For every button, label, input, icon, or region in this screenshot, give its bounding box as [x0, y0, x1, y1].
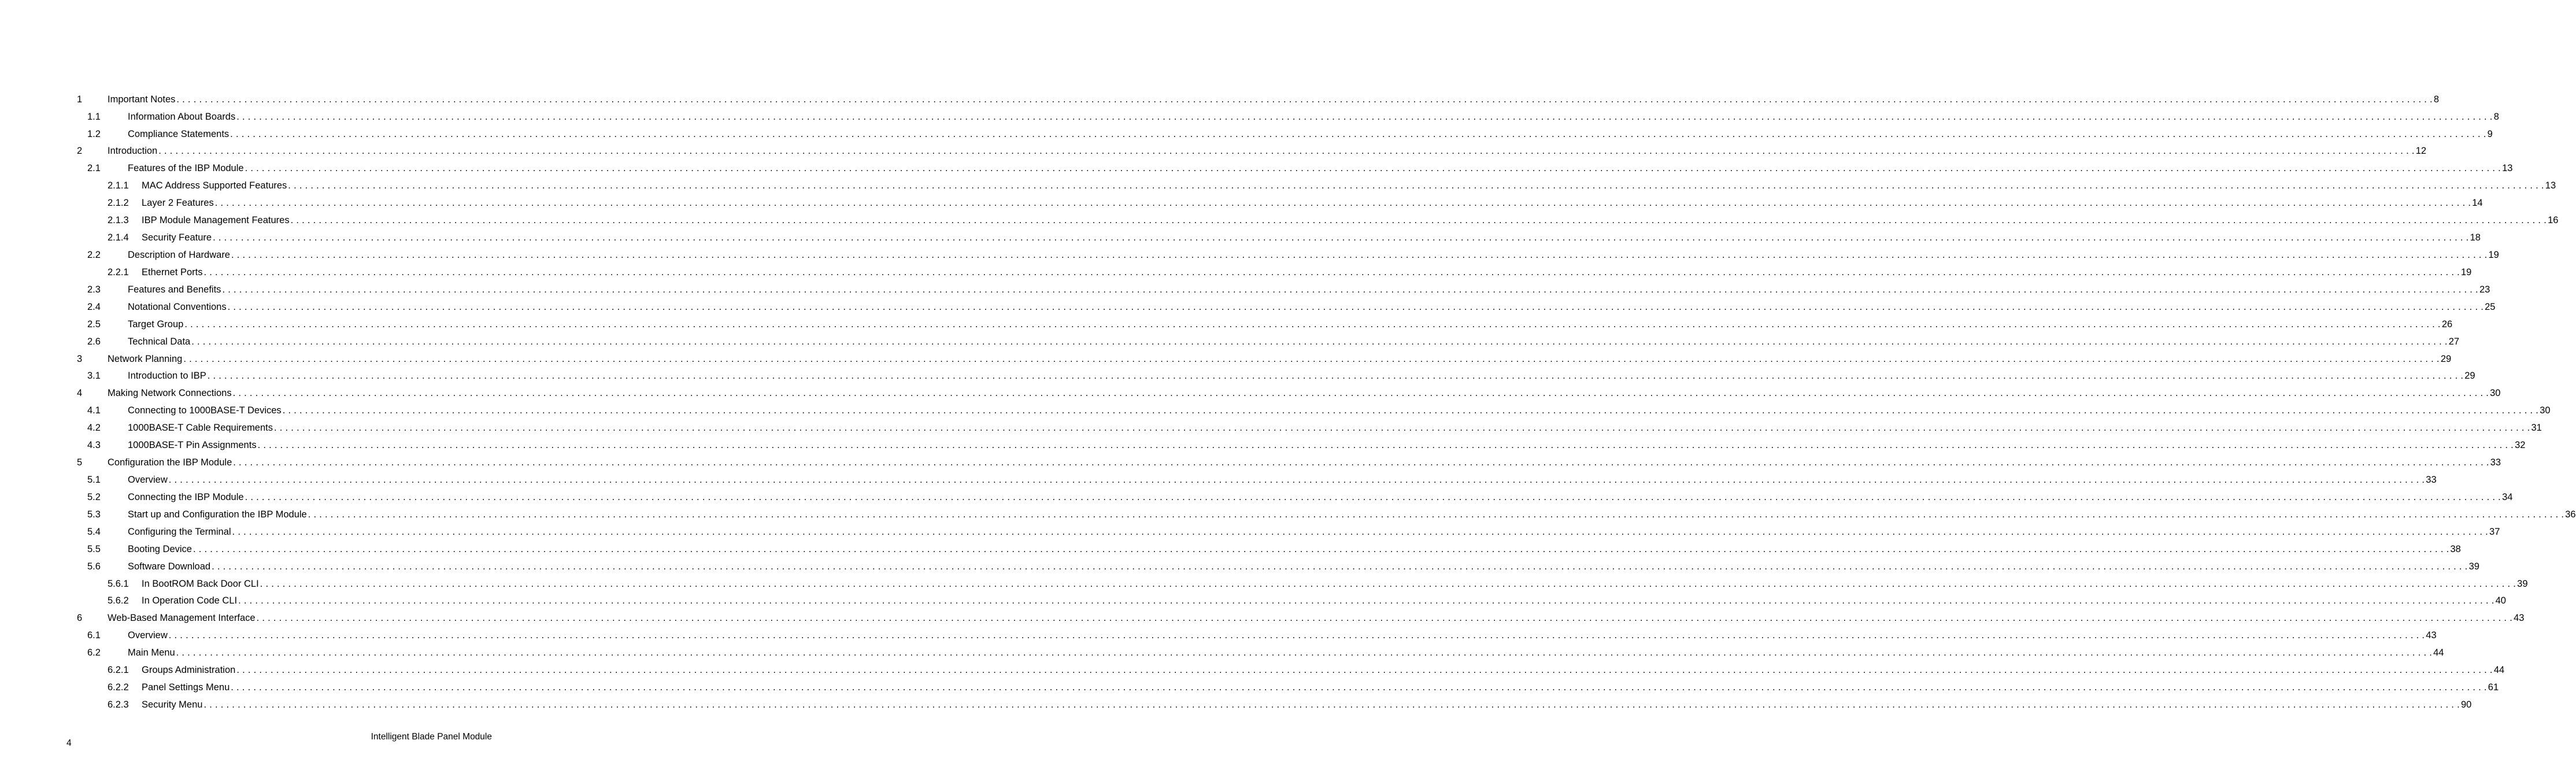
- toc-entry-body: [128, 250, 2499, 260]
- toc-entry-page: 33: [2490, 457, 2501, 468]
- toc-entry-number: 3: [77, 353, 83, 364]
- toc-entry-title: Compliance Statements: [128, 128, 230, 139]
- toc-entry-number: 6: [77, 613, 83, 624]
- toc-entry-number: 1.1: [87, 111, 101, 122]
- toc-entry-title: Information About Boards: [128, 111, 236, 122]
- toc-entry-number: 1: [77, 94, 83, 105]
- toc-entry-page: 40: [2495, 595, 2506, 606]
- toc-entry-body: [142, 578, 2528, 589]
- toc-entry-title: Network Planning: [108, 353, 183, 364]
- toc-entry-number: 5.3: [87, 509, 101, 520]
- toc-entry-number: 2.5: [87, 319, 101, 330]
- toc-entry-page: 19: [2460, 266, 2472, 277]
- toc-entry-page: 13: [2502, 163, 2513, 174]
- toc-entry-number: 5.6: [87, 561, 101, 572]
- toc-dot-leader: . . . . . . . . . . . . . . . . . . . . . . . . . . . . . . . . . . . . . . . . . . . . . . . . . . . . . . . . . . . . . . . . . . . . . . . . . . . . . . . . . . . . . . . . . . . . . . . . . . . . . . . . . . . . . . . . . . . . . . . . . . . . . . . . . . . . . . . . . . . . . . . . . . . . . . . . . . . . . . . . . . . . . . . . . . . . . . . . . . . . . . . . . . . . . . . . . . . . . . . . . . . . . . . . . . . . . . . . . . . . . . . . . . . . . . . . . . . . . . . . . . . . . . . . . . . . . . . . . . . . . . . . . . . . . . . . . . . . . . . . . . . . . . . . . . . . . . . . . . . . . . . . . . . . . . . . . . . . . . . . . . . . . . . . . . . . . . . . . . . . . . . . . . . . . . . . . . . . . . . . . . . . . . . . . . . . . . . . . . . . . . . . . . . . . . . . . . . . . . . .: [168, 474, 2425, 485]
- toc-entry[interactable]: [0, 454, 2501, 471]
- toc-entry[interactable]: [0, 229, 2481, 246]
- toc-entry[interactable]: [0, 368, 2475, 385]
- toc-entry-page: 18: [2470, 232, 2481, 243]
- toc-dot-leader: . . . . . . . . . . . . . . . . . . . . . . . . . . . . . . . . . . . . . . . . . . . . . . . . . . . . . . . . . . . . . . . . . . . . . . . . . . . . . . . . . . . . . . . . . . . . . . . . . . . . . . . . . . . . . . . . . . . . . . . . . . . . . . . . . . . . . . . . . . . . . . . . . . . . . . . . . . . . . . . . . . . . . . . . . . . . . . . . . . . . . . . . . . . . . . . . . . . . . . . . . . . . . . . . . . . . . . . . . . . . . . . . . . . . . . . . . . . . . . . . . . . . . . . . . . . . . . . . . . . . . . . . . . . . . . . . . . . . . . . . . . . . . . . . . . . . . . . . . . . . . . . . . . . . . . . . . . . . . . . . . . . . . . . . . . . . . . . . . . . . . . . . . . . . . . . . . . . . . . . . . . . . . . . . . . . . . . . . . . . . . . . . . . . . . . . . . . . . . . . .: [232, 526, 2489, 537]
- toc-entry[interactable]: [0, 298, 2496, 316]
- toc-dot-leader: . . . . . . . . . . . . . . . . . . . . . . . . . . . . . . . . . . . . . . . . . . . . . . . . . . . . . . . . . . . . . . . . . . . . . . . . . . . . . . . . . . . . . . . . . . . . . . . . . . . . . . . . . . . . . . . . . . . . . . . . . . . . . . . . . . . . . . . . . . . . . . . . . . . . . . . . . . . . . . . . . . . . . . . . . . . . . . . . . . . . . . . . . . . . . . . . . . . . . . . . . . . . . . . . . . . . . . . . . . . . . . . . . . . . . . . . . . . . . . . . . . . . . . . . . . . . . . . . . . . . . . . . . . . . . . . . . . . . . . . . . . . . . . . . . . . . . . . . . . . . . . . . . . . . . . . . . . . . . . . . . . . . . . . . . . . . . . . . . . . . . . . . . . . . . . . . . . . . . . . . . . . . . . . . . . . . . . . . . . . . . . . . . . . . . . . . . . . . . . . .: [212, 561, 2468, 572]
- toc-entry-number: 2.1: [87, 163, 101, 174]
- toc-dot-leader: . . . . . . . . . . . . . . . . . . . . . . . . . . . . . . . . . . . . . . . . . . . . . . . . . . . . . . . . . . . . . . . . . . . . . . . . . . . . . . . . . . . . . . . . . . . . . . . . . . . . . . . . . . . . . . . . . . . . . . . . . . . . . . . . . . . . . . . . . . . . . . . . . . . . . . . . . . . . . . . . . . . . . . . . . . . . . . . . . . . . . . . . . . . . . . . . . . . . . . . . . . . . . . . . . . . . . . . . . . . . . . . . . . . . . . . . . . . . . . . . . . . . . . . . . . . . . . . . . . . . . . . . . . . . . . . . . . . . . . . . . . . . . . . . . . . . . . . . . . . . . . . . . . . . . . . . . . . . . . . . . . . . . . . . . . . . . . . . . . . . . . . . . . . . . . . . . . . . . . . . . . . . . . . . . . . . . . . . . . . . . . . . . . . . . . . . . . . . . . . .: [232, 388, 2489, 399]
- toc-entry-number: 2.1.1: [108, 180, 129, 191]
- toc-entry-number: 6.2.3: [108, 699, 129, 710]
- toc-entry-title: Booting Device: [128, 543, 192, 554]
- toc-dot-leader: . . . . . . . . . . . . . . . . . . . . . . . . . . . . . . . . . . . . . . . . . . . . . . . . . . . . . . . . . . . . . . . . . . . . . . . . . . . . . . . . . . . . . . . . . . . . . . . . . . . . . . . . . . . . . . . . . . . . . . . . . . . . . . . . . . . . . . . . . . . . . . . . . . . . . . . . . . . . . . . . . . . . . . . . . . . . . . . . . . . . . . . . . . . . . . . . . . . . . . . . . . . . . . . . . . . . . . . . . . . . . . . . . . . . . . . . . . . . . . . . . . . . . . . . . . . . . . . . . . . . . . . . . . . . . . . . . . . . . . . . . . . . . . . . . . . . . . . . . . . . . . . . . . . . . . . . . . . . . . . . . . . . . . . . . . . . . . . . . . . . . . . . . . . . . . . . . . . . . . . . . . . . . . . . . . . . . . . . . . . . . . . . . . . . . . . . . . . . . . . .: [288, 180, 2544, 191]
- toc-entry-body: [128, 647, 2444, 658]
- toc-entry-number: 6.1: [87, 630, 101, 641]
- toc-entry-number: 5.4: [87, 526, 101, 537]
- toc-entry-page: 38: [2450, 543, 2461, 554]
- toc-entry-number: 5.2: [87, 491, 101, 502]
- toc-entry-body: [142, 215, 2559, 226]
- toc-entry-body: [128, 405, 2551, 416]
- toc-dot-leader: . . . . . . . . . . . . . . . . . . . . . . . . . . . . . . . . . . . . . . . . . . . . . . . . . . . . . . . . . . . . . . . . . . . . . . . . . . . . . . . . . . . . . . . . . . . . . . . . . . . . . . . . . . . . . . . . . . . . . . . . . . . . . . . . . . . . . . . . . . . . . . . . . . . . . . . . . . . . . . . . . . . . . . . . . . . . . . . . . . . . . . . . . . . . . . . . . . . . . . . . . . . . . . . . . . . . . . . . . . . . . . . . . . . . . . . . . . . . . . . . . . . . . . . . . . . . . . . . . . . . . . . . . . . . . . . . . . . . . . . . . . . . . . . . . . . . . . . . . . . . . . . . . . . . . . . . . . . . . . . . . . . . . . . . . . . . . . . . . . . . . . . . . . . . . . . . . . . . . . . . . . . . . . . . . . . . . . . . . . . . . . . . . . . . . . . . . . . . . . . .: [257, 440, 2514, 451]
- toc-dot-leader: . . . . . . . . . . . . . . . . . . . . . . . . . . . . . . . . . . . . . . . . . . . . . . . . . . . . . . . . . . . . . . . . . . . . . . . . . . . . . . . . . . . . . . . . . . . . . . . . . . . . . . . . . . . . . . . . . . . . . . . . . . . . . . . . . . . . . . . . . . . . . . . . . . . . . . . . . . . . . . . . . . . . . . . . . . . . . . . . . . . . . . . . . . . . . . . . . . . . . . . . . . . . . . . . . . . . . . . . . . . . . . . . . . . . . . . . . . . . . . . . . . . . . . . . . . . . . . . . . . . . . . . . . . . . . . . . . . . . . . . . . . . . . . . . . . . . . . . . . . . . . . . . . . . . . . . . . . . . . . . . . . . . . . . . . . . . . . . . . . . . . . . . . . . . . . . . . . . . . . . . . . . . . . . . . . . . . . . . . . . . . . . . . . . . . . . . . . . . . . . .: [230, 128, 2486, 139]
- toc-entry-title: 1000BASE-T Cable Requirements: [128, 423, 273, 434]
- toc-dot-leader: . . . . . . . . . . . . . . . . . . . . . . . . . . . . . . . . . . . . . . . . . . . . . . . . . . . . . . . . . . . . . . . . . . . . . . . . . . . . . . . . . . . . . . . . . . . . . . . . . . . . . . . . . . . . . . . . . . . . . . . . . . . . . . . . . . . . . . . . . . . . . . . . . . . . . . . . . . . . . . . . . . . . . . . . . . . . . . . . . . . . . . . . . . . . . . . . . . . . . . . . . . . . . . . . . . . . . . . . . . . . . . . . . . . . . . . . . . . . . . . . . . . . . . . . . . . . . . . . . . . . . . . . . . . . . . . . . . . . . . . . . . . . . . . . . . . . . . . . . . . . . . . . . . . . . . . . . . . . . . . . . . . . . . . . . . . . . . . . . . . . . . . . . . . . . . . . . . . . . . . . . . . . . . . . . . . . . . . . . . . . . . . . . . . . . . . . . . . . . . . .: [184, 319, 2441, 330]
- toc-entry[interactable]: [0, 316, 2453, 333]
- toc-entry-title: Features of the IBP Module: [128, 163, 244, 174]
- toc-entry-body: [142, 595, 2506, 606]
- toc-dot-leader: . . . . . . . . . . . . . . . . . . . . . . . . . . . . . . . . . . . . . . . . . . . . . . . . . . . . . . . . . . . . . . . . . . . . . . . . . . . . . . . . . . . . . . . . . . . . . . . . . . . . . . . . . . . . . . . . . . . . . . . . . . . . . . . . . . . . . . . . . . . . . . . . . . . . . . . . . . . . . . . . . . . . . . . . . . . . . . . . . . . . . . . . . . . . . . . . . . . . . . . . . . . . . . . . . . . . . . . . . . . . . . . . . . . . . . . . . . . . . . . . . . . . . . . . . . . . . . . . . . . . . . . . . . . . . . . . . . . . . . . . . . . . . . . . . . . . . . . . . . . . . . . . . . . . . . . . . . . . . . . . . . . . . . . . . . . . . . . . . . . . . . . . . . . . . . . . . . . . . . . . . . . . . . . . . . . . . . . . . . . . . . . . . . . . . . . . . . . . . . . .: [236, 111, 2493, 122]
- toc-entry-title: Important Notes: [108, 94, 176, 105]
- toc-entry-body: [128, 301, 2496, 312]
- toc-entry-body: [142, 180, 2556, 191]
- toc-entry-title: Technical Data: [128, 336, 191, 347]
- toc-entry-number: 2.2.1: [108, 266, 129, 277]
- toc-entry-page: 8: [2433, 94, 2440, 105]
- toc-entry-number: 5.5: [87, 543, 101, 554]
- toc-entry-title: Notational Conventions: [128, 301, 227, 312]
- toc-entry-page: 29: [2440, 353, 2452, 364]
- toc-entry-page: 23: [2479, 284, 2490, 295]
- toc-dot-leader: . . . . . . . . . . . . . . . . . . . . . . . . . . . . . . . . . . . . . . . . . . . . . . . . . . . . . . . . . . . . . . . . . . . . . . . . . . . . . . . . . . . . . . . . . . . . . . . . . . . . . . . . . . . . . . . . . . . . . . . . . . . . . . . . . . . . . . . . . . . . . . . . . . . . . . . . . . . . . . . . . . . . . . . . . . . . . . . . . . . . . . . . . . . . . . . . . . . . . . . . . . . . . . . . . . . . . . . . . . . . . . . . . . . . . . . . . . . . . . . . . . . . . . . . . . . . . . . . . . . . . . . . . . . . . . . . . . . . . . . . . . . . . . . . . . . . . . . . . . . . . . . . . . . . . . . . . . . . . . . . . . . . . . . . . . . . . . . . . . . . . . . . . . . . . . . . . . . . . . . . . . . . . . . . . . . . . . . . . . . . . . . . . . . . . . . . . . . . . . . .: [203, 266, 2460, 277]
- toc-entry-number: 2: [77, 146, 83, 157]
- toc-entry[interactable]: [0, 558, 2479, 575]
- toc-entry-title: Making Network Connections: [108, 388, 232, 399]
- toc-entry[interactable]: [0, 471, 2437, 488]
- toc-entry-title: Configuration the IBP Module: [108, 457, 232, 468]
- toc-entry-body: [108, 353, 2452, 364]
- toc-entry-body: [128, 284, 2490, 295]
- toc-entry-body: [128, 111, 2499, 122]
- toc-entry[interactable]: [0, 333, 2460, 350]
- toc-entry-number: 2.6: [87, 336, 101, 347]
- toc-entry-title: Connecting to 1000BASE-T Devices: [128, 405, 282, 416]
- toc-entry[interactable]: [0, 661, 2505, 679]
- toc-entry-page: 39: [2517, 578, 2528, 589]
- toc-entry[interactable]: [0, 160, 2513, 177]
- toc-entry-title: Web-Based Management Interface: [108, 613, 256, 624]
- toc-entry-body: [128, 336, 2460, 347]
- toc-entry-body: [108, 457, 2501, 468]
- toc-entry-title: Introduction to IBP: [128, 371, 206, 382]
- toc-entry-title: In BootROM Back Door CLI: [142, 578, 259, 589]
- toc-entry[interactable]: [0, 645, 2444, 662]
- toc-dot-leader: . . . . . . . . . . . . . . . . . . . . . . . . . . . . . . . . . . . . . . . . . . . . . . . . . . . . . . . . . . . . . . . . . . . . . . . . . . . . . . . . . . . . . . . . . . . . . . . . . . . . . . . . . . . . . . . . . . . . . . . . . . . . . . . . . . . . . . . . . . . . . . . . . . . . . . . . . . . . . . . . . . . . . . . . . . . . . . . . . . . . . . . . . . . . . . . . . . . . . . . . . . . . . . . . . . . . . . . . . . . . . . . . . . . . . . . . . . . . . . . . . . . . . . . . . . . . . . . . . . . . . . . . . . . . . . . . . . . . . . . . . . . . . . . . . . . . . . . . . . . . . . . . . . . . . . . . . . . . . . . . . . . . . . . . . . . . . . . . . . . . . . . . . . . . . . . . . . . . . . . . . . . . . . . . . . . . . . . . . . . . . . . . . . . . . . . . . . . . . . . .: [168, 630, 2425, 641]
- toc-entry-number: 4.2: [87, 423, 101, 434]
- toc-entry-body: [142, 699, 2472, 710]
- toc-entry-page: 27: [2448, 336, 2460, 347]
- toc-entry-page: 8: [2493, 111, 2499, 122]
- toc-dot-leader: . . . . . . . . . . . . . . . . . . . . . . . . . . . . . . . . . . . . . . . . . . . . . . . . . . . . . . . . . . . . . . . . . . . . . . . . . . . . . . . . . . . . . . . . . . . . . . . . . . . . . . . . . . . . . . . . . . . . . . . . . . . . . . . . . . . . . . . . . . . . . . . . . . . . . . . . . . . . . . . . . . . . . . . . . . . . . . . . . . . . . . . . . . . . . . . . . . . . . . . . . . . . . . . . . . . . . . . . . . . . . . . . . . . . . . . . . . . . . . . . . . . . . . . . . . . . . . . . . . . . . . . . . . . . . . . . . . . . . . . . . . . . . . . . . . . . . . . . . . . . . . . . . . . . . . . . . . . . . . . . . . . . . . . . . . . . . . . . . . . . . . . . . . . . . . . . . . . . . . . . . . . . . . . . . . . . . . . . . . . . . . . . . . . . . . . . . . . . . . . .: [308, 509, 2564, 520]
- toc-entry-page: 37: [2489, 526, 2500, 537]
- toc-dot-leader: . . . . . . . . . . . . . . . . . . . . . . . . . . . . . . . . . . . . . . . . . . . . . . . . . . . . . . . . . . . . . . . . . . . . . . . . . . . . . . . . . . . . . . . . . . . . . . . . . . . . . . . . . . . . . . . . . . . . . . . . . . . . . . . . . . . . . . . . . . . . . . . . . . . . . . . . . . . . . . . . . . . . . . . . . . . . . . . . . . . . . . . . . . . . . . . . . . . . . . . . . . . . . . . . . . . . . . . . . . . . . . . . . . . . . . . . . . . . . . . . . . . . . . . . . . . . . . . . . . . . . . . . . . . . . . . . . . . . . . . . . . . . . . . . . . . . . . . . . . . . . . . . . . . . . . . . . . . . . . . . . . . . . . . . . . . . . . . . . . . . . . . . . . . . . . . . . . . . . . . . . . . . . . . . . . . . . . . . . . . . . . . . . . . . . . . . . . . . . . . .: [274, 423, 2530, 434]
- toc-entry-page: 32: [2515, 440, 2526, 451]
- toc-entry[interactable]: [0, 195, 2483, 212]
- toc-entry-page: 44: [2493, 665, 2505, 676]
- toc-dot-leader: . . . . . . . . . . . . . . . . . . . . . . . . . . . . . . . . . . . . . . . . . . . . . . . . . . . . . . . . . . . . . . . . . . . . . . . . . . . . . . . . . . . . . . . . . . . . . . . . . . . . . . . . . . . . . . . . . . . . . . . . . . . . . . . . . . . . . . . . . . . . . . . . . . . . . . . . . . . . . . . . . . . . . . . . . . . . . . . . . . . . . . . . . . . . . . . . . . . . . . . . . . . . . . . . . . . . . . . . . . . . . . . . . . . . . . . . . . . . . . . . . . . . . . . . . . . . . . . . . . . . . . . . . . . . . . . . . . . . . . . . . . . . . . . . . . . . . . . . . . . . . . . . . . . . . . . . . . . . . . . . . . . . . . . . . . . . . . . . . . . . . . . . . . . . . . . . . . . . . . . . . . . . . . . . . . . . . . . . . . . . . . . . . . . . . . . . . . . . . . . .: [231, 250, 2488, 260]
- toc-entry-body: [142, 198, 2483, 209]
- toc-entry[interactable]: [0, 177, 2556, 195]
- toc-entry-number: 2.4: [87, 301, 101, 312]
- toc-entry-title: Target Group: [128, 319, 184, 330]
- toc-entry[interactable]: [0, 246, 2499, 264]
- toc-entry-page: 25: [2485, 301, 2496, 312]
- toc-dot-leader: . . . . . . . . . . . . . . . . . . . . . . . . . . . . . . . . . . . . . . . . . . . . . . . . . . . . . . . . . . . . . . . . . . . . . . . . . . . . . . . . . . . . . . . . . . . . . . . . . . . . . . . . . . . . . . . . . . . . . . . . . . . . . . . . . . . . . . . . . . . . . . . . . . . . . . . . . . . . . . . . . . . . . . . . . . . . . . . . . . . . . . . . . . . . . . . . . . . . . . . . . . . . . . . . . . . . . . . . . . . . . . . . . . . . . . . . . . . . . . . . . . . . . . . . . . . . . . . . . . . . . . . . . . . . . . . . . . . . . . . . . . . . . . . . . . . . . . . . . . . . . . . . . . . . . . . . . . . . . . . . . . . . . . . . . . . . . . . . . . . . . . . . . . . . . . . . . . . . . . . . . . . . . . . . . . . . . . . . . . . . . . . . . . . . . . . . . . . . . . . .: [203, 699, 2460, 710]
- toc-entry-number: 3.1: [87, 371, 101, 382]
- toc-dot-leader: . . . . . . . . . . . . . . . . . . . . . . . . . . . . . . . . . . . . . . . . . . . . . . . . . . . . . . . . . . . . . . . . . . . . . . . . . . . . . . . . . . . . . . . . . . . . . . . . . . . . . . . . . . . . . . . . . . . . . . . . . . . . . . . . . . . . . . . . . . . . . . . . . . . . . . . . . . . . . . . . . . . . . . . . . . . . . . . . . . . . . . . . . . . . . . . . . . . . . . . . . . . . . . . . . . . . . . . . . . . . . . . . . . . . . . . . . . . . . . . . . . . . . . . . . . . . . . . . . . . . . . . . . . . . . . . . . . . . . . . . . . . . . . . . . . . . . . . . . . . . . . . . . . . . . . . . . . . . . . . . . . . . . . . . . . . . . . . . . . . . . . . . . . . . . . . . . . . . . . . . . . . . . . . . . . . . . . . . . . . . . . . . . . . . . . . . . . . . . . . .: [222, 284, 2478, 295]
- toc-entry-number: 5.6.1: [108, 578, 129, 589]
- toc-entry-body: [128, 474, 2437, 485]
- toc-dot-leader: . . . . . . . . . . . . . . . . . . . . . . . . . . . . . . . . . . . . . . . . . . . . . . . . . . . . . . . . . . . . . . . . . . . . . . . . . . . . . . . . . . . . . . . . . . . . . . . . . . . . . . . . . . . . . . . . . . . . . . . . . . . . . . . . . . . . . . . . . . . . . . . . . . . . . . . . . . . . . . . . . . . . . . . . . . . . . . . . . . . . . . . . . . . . . . . . . . . . . . . . . . . . . . . . . . . . . . . . . . . . . . . . . . . . . . . . . . . . . . . . . . . . . . . . . . . . . . . . . . . . . . . . . . . . . . . . . . . . . . . . . . . . . . . . . . . . . . . . . . . . . . . . . . . . . . . . . . . . . . . . . . . . . . . . . . . . . . . . . . . . . . . . . . . . . . . . . . . . . . . . . . . . . . . . . . . . . . . . . . . . . . . . . . . . . . . . . . . . . . . .: [183, 353, 2440, 364]
- toc-entry-number: 1.2: [87, 128, 101, 139]
- toc-dot-leader: . . . . . . . . . . . . . . . . . . . . . . . . . . . . . . . . . . . . . . . . . . . . . . . . . . . . . . . . . . . . . . . . . . . . . . . . . . . . . . . . . . . . . . . . . . . . . . . . . . . . . . . . . . . . . . . . . . . . . . . . . . . . . . . . . . . . . . . . . . . . . . . . . . . . . . . . . . . . . . . . . . . . . . . . . . . . . . . . . . . . . . . . . . . . . . . . . . . . . . . . . . . . . . . . . . . . . . . . . . . . . . . . . . . . . . . . . . . . . . . . . . . . . . . . . . . . . . . . . . . . . . . . . . . . . . . . . . . . . . . . . . . . . . . . . . . . . . . . . . . . . . . . . . . . . . . . . . . . . . . . . . . . . . . . . . . . . . . . . . . . . . . . . . . . . . . . . . . . . . . . . . . . . . . . . . . . . . . . . . . . . . . . . . . . . . . . . . . . . . . .: [213, 232, 2469, 243]
- toc-entry-body: [128, 630, 2437, 641]
- toc-dot-leader: . . . . . . . . . . . . . . . . . . . . . . . . . . . . . . . . . . . . . . . . . . . . . . . . . . . . . . . . . . . . . . . . . . . . . . . . . . . . . . . . . . . . . . . . . . . . . . . . . . . . . . . . . . . . . . . . . . . . . . . . . . . . . . . . . . . . . . . . . . . . . . . . . . . . . . . . . . . . . . . . . . . . . . . . . . . . . . . . . . . . . . . . . . . . . . . . . . . . . . . . . . . . . . . . . . . . . . . . . . . . . . . . . . . . . . . . . . . . . . . . . . . . . . . . . . . . . . . . . . . . . . . . . . . . . . . . . . . . . . . . . . . . . . . . . . . . . . . . . . . . . . . . . . . . . . . . . . . . . . . . . . . . . . . . . . . . . . . . . . . . . . . . . . . . . . . . . . . . . . . . . . . . . . . . . . . . . . . . . . . . . . . . . . . . . . . . . . . . . . . .: [260, 578, 2516, 589]
- toc-entry-number: 2.1.2: [108, 198, 129, 209]
- toc-entry-number: 5.1: [87, 474, 101, 485]
- toc-entry-page: 33: [2426, 474, 2437, 485]
- toc-entry[interactable]: [0, 212, 2559, 229]
- toc-entry-body: [108, 613, 2525, 624]
- toc-entry-page: 14: [2472, 198, 2483, 209]
- toc-entry-body: [142, 682, 2499, 693]
- toc-entry[interactable]: [0, 506, 2576, 523]
- toc-entry-page: 61: [2488, 682, 2499, 693]
- toc-entry[interactable]: [0, 125, 2493, 143]
- toc-dot-leader: . . . . . . . . . . . . . . . . . . . . . . . . . . . . . . . . . . . . . . . . . . . . . . . . . . . . . . . . . . . . . . . . . . . . . . . . . . . . . . . . . . . . . . . . . . . . . . . . . . . . . . . . . . . . . . . . . . . . . . . . . . . . . . . . . . . . . . . . . . . . . . . . . . . . . . . . . . . . . . . . . . . . . . . . . . . . . . . . . . . . . . . . . . . . . . . . . . . . . . . . . . . . . . . . . . . . . . . . . . . . . . . . . . . . . . . . . . . . . . . . . . . . . . . . . . . . . . . . . . . . . . . . . . . . . . . . . . . . . . . . . . . . . . . . . . . . . . . . . . . . . . . . . . . . . . . . . . . . . . . . . . . . . . . . . . . . . . . . . . . . . . . . . . . . . . . . . . . . . . . . . . . . . . . . . . . . . . . . . . . . . . . . . . . . . . . . . . . . . . . .: [227, 301, 2484, 312]
- toc-dot-leader: . . . . . . . . . . . . . . . . . . . . . . . . . . . . . . . . . . . . . . . . . . . . . . . . . . . . . . . . . . . . . . . . . . . . . . . . . . . . . . . . . . . . . . . . . . . . . . . . . . . . . . . . . . . . . . . . . . . . . . . . . . . . . . . . . . . . . . . . . . . . . . . . . . . . . . . . . . . . . . . . . . . . . . . . . . . . . . . . . . . . . . . . . . . . . . . . . . . . . . . . . . . . . . . . . . . . . . . . . . . . . . . . . . . . . . . . . . . . . . . . . . . . . . . . . . . . . . . . . . . . . . . . . . . . . . . . . . . . . . . . . . . . . . . . . . . . . . . . . . . . . . . . . . . . . . . . . . . . . . . . . . . . . . . . . . . . . . . . . . . . . . . . . . . . . . . . . . . . . . . . . . . . . . . . . . . . . . . . . . . . . . . . . . . . . . . . . . . . . . . .: [282, 405, 2539, 416]
- toc-entry-page: 16: [2548, 215, 2559, 226]
- toc-entry[interactable]: [0, 350, 2452, 368]
- toc-entry-title: Ethernet Ports: [142, 266, 203, 277]
- toc-entry-body: [128, 128, 2493, 139]
- toc-entry[interactable]: [0, 281, 2490, 298]
- toc-dot-leader: . . . . . . . . . . . . . . . . . . . . . . . . . . . . . . . . . . . . . . . . . . . . . . . . . . . . . . . . . . . . . . . . . . . . . . . . . . . . . . . . . . . . . . . . . . . . . . . . . . . . . . . . . . . . . . . . . . . . . . . . . . . . . . . . . . . . . . . . . . . . . . . . . . . . . . . . . . . . . . . . . . . . . . . . . . . . . . . . . . . . . . . . . . . . . . . . . . . . . . . . . . . . . . . . . . . . . . . . . . . . . . . . . . . . . . . . . . . . . . . . . . . . . . . . . . . . . . . . . . . . . . . . . . . . . . . . . . . . . . . . . . . . . . . . . . . . . . . . . . . . . . . . . . . . . . . . . . . . . . . . . . . . . . . . . . . . . . . . . . . . . . . . . . . . . . . . . . . . . . . . . . . . . . . . . . . . . . . . . . . . . . . . . . . . . . . . . . . . . . . .: [176, 94, 2433, 105]
- toc-entry-page: 34: [2502, 491, 2513, 502]
- toc-entry-body: [128, 491, 2513, 502]
- toc-entry-page: 43: [2426, 630, 2437, 641]
- toc-entry[interactable]: [0, 402, 2551, 420]
- toc-entry-body: [128, 440, 2526, 451]
- toc-entry-title: IBP Module Management Features: [142, 215, 290, 226]
- toc-entry-body: [142, 665, 2505, 676]
- toc-entry-body: [128, 561, 2479, 572]
- toc-entry-body: [142, 266, 2472, 277]
- toc-entry-page: 43: [2514, 613, 2525, 624]
- toc-entry-page: 26: [2441, 319, 2453, 330]
- toc-dot-leader: . . . . . . . . . . . . . . . . . . . . . . . . . . . . . . . . . . . . . . . . . . . . . . . . . . . . . . . . . . . . . . . . . . . . . . . . . . . . . . . . . . . . . . . . . . . . . . . . . . . . . . . . . . . . . . . . . . . . . . . . . . . . . . . . . . . . . . . . . . . . . . . . . . . . . . . . . . . . . . . . . . . . . . . . . . . . . . . . . . . . . . . . . . . . . . . . . . . . . . . . . . . . . . . . . . . . . . . . . . . . . . . . . . . . . . . . . . . . . . . . . . . . . . . . . . . . . . . . . . . . . . . . . . . . . . . . . . . . . . . . . . . . . . . . . . . . . . . . . . . . . . . . . . . . . . . . . . . . . . . . . . . . . . . . . . . . . . . . . . . . . . . . . . . . . . . . . . . . . . . . . . . . . . . . . . . . . . . . . . . . . . . . . . . . . . . . . . . . . . . .: [214, 198, 2471, 209]
- toc-entry-title: Main Menu: [128, 647, 175, 658]
- toc-entry-body: [108, 146, 2427, 157]
- toc-dot-leader: . . . . . . . . . . . . . . . . . . . . . . . . . . . . . . . . . . . . . . . . . . . . . . . . . . . . . . . . . . . . . . . . . . . . . . . . . . . . . . . . . . . . . . . . . . . . . . . . . . . . . . . . . . . . . . . . . . . . . . . . . . . . . . . . . . . . . . . . . . . . . . . . . . . . . . . . . . . . . . . . . . . . . . . . . . . . . . . . . . . . . . . . . . . . . . . . . . . . . . . . . . . . . . . . . . . . . . . . . . . . . . . . . . . . . . . . . . . . . . . . . . . . . . . . . . . . . . . . . . . . . . . . . . . . . . . . . . . . . . . . . . . . . . . . . . . . . . . . . . . . . . . . . . . . . . . . . . . . . . . . . . . . . . . . . . . . . . . . . . . . . . . . . . . . . . . . . . . . . . . . . . . . . . . . . . . . . . . . . . . . . . . . . . . . . . . . . . . . . . . .: [245, 491, 2501, 502]
- toc-entry-title: Configuring the Terminal: [128, 526, 231, 537]
- toc-entry-body: [128, 543, 2461, 554]
- toc-entry-body: [108, 94, 2440, 105]
- toc-dot-leader: . . . . . . . . . . . . . . . . . . . . . . . . . . . . . . . . . . . . . . . . . . . . . . . . . . . . . . . . . . . . . . . . . . . . . . . . . . . . . . . . . . . . . . . . . . . . . . . . . . . . . . . . . . . . . . . . . . . . . . . . . . . . . . . . . . . . . . . . . . . . . . . . . . . . . . . . . . . . . . . . . . . . . . . . . . . . . . . . . . . . . . . . . . . . . . . . . . . . . . . . . . . . . . . . . . . . . . . . . . . . . . . . . . . . . . . . . . . . . . . . . . . . . . . . . . . . . . . . . . . . . . . . . . . . . . . . . . . . . . . . . . . . . . . . . . . . . . . . . . . . . . . . . . . . . . . . . . . . . . . . . . . . . . . . . . . . . . . . . . . . . . . . . . . . . . . . . . . . . . . . . . . . . . . . . . . . . . . . . . . . . . . . . . . . . . . . . . . . . . . .: [256, 613, 2513, 624]
- toc-entry[interactable]: [0, 523, 2500, 541]
- toc-entry-body: [108, 388, 2501, 399]
- toc-entry[interactable]: [0, 385, 2501, 402]
- toc-dot-leader: . . . . . . . . . . . . . . . . . . . . . . . . . . . . . . . . . . . . . . . . . . . . . . . . . . . . . . . . . . . . . . . . . . . . . . . . . . . . . . . . . . . . . . . . . . . . . . . . . . . . . . . . . . . . . . . . . . . . . . . . . . . . . . . . . . . . . . . . . . . . . . . . . . . . . . . . . . . . . . . . . . . . . . . . . . . . . . . . . . . . . . . . . . . . . . . . . . . . . . . . . . . . . . . . . . . . . . . . . . . . . . . . . . . . . . . . . . . . . . . . . . . . . . . . . . . . . . . . . . . . . . . . . . . . . . . . . . . . . . . . . . . . . . . . . . . . . . . . . . . . . . . . . . . . . . . . . . . . . . . . . . . . . . . . . . . . . . . . . . . . . . . . . . . . . . . . . . . . . . . . . . . . . . . . . . . . . . . . . . . . . . . . . . . . . . . . . . . . . . . .: [191, 336, 2448, 347]
- toc-entry-number: 2.1.4: [108, 232, 129, 243]
- toc-entry-title: Security Menu: [142, 699, 203, 710]
- toc-entry-page: 31: [2531, 423, 2542, 434]
- toc-entry[interactable]: [0, 696, 2472, 713]
- toc-entry-page: 30: [2490, 388, 2501, 399]
- toc-dot-leader: . . . . . . . . . . . . . . . . . . . . . . . . . . . . . . . . . . . . . . . . . . . . . . . . . . . . . . . . . . . . . . . . . . . . . . . . . . . . . . . . . . . . . . . . . . . . . . . . . . . . . . . . . . . . . . . . . . . . . . . . . . . . . . . . . . . . . . . . . . . . . . . . . . . . . . . . . . . . . . . . . . . . . . . . . . . . . . . . . . . . . . . . . . . . . . . . . . . . . . . . . . . . . . . . . . . . . . . . . . . . . . . . . . . . . . . . . . . . . . . . . . . . . . . . . . . . . . . . . . . . . . . . . . . . . . . . . . . . . . . . . . . . . . . . . . . . . . . . . . . . . . . . . . . . . . . . . . . . . . . . . . . . . . . . . . . . . . . . . . . . . . . . . . . . . . . . . . . . . . . . . . . . . . . . . . . . . . . . . . . . . . . . . . . . . . . . . . . . . . . .: [290, 215, 2547, 226]
- toc-entry-page: 12: [2415, 146, 2427, 157]
- toc-entry-body: [128, 509, 2576, 520]
- toc-entry-number: 4.3: [87, 440, 101, 451]
- toc-entry[interactable]: [0, 264, 2472, 281]
- toc-entry-body: [128, 371, 2475, 382]
- toc-entry-title: MAC Address Supported Features: [142, 180, 287, 191]
- footer-title: Intelligent Blade Panel Module: [371, 732, 492, 742]
- toc-entry-title: 1000BASE-T Pin Assignments: [128, 440, 257, 451]
- toc-entry-body: [128, 423, 2542, 434]
- toc-entry[interactable]: [0, 91, 2440, 108]
- toc-entry[interactable]: [0, 610, 2525, 627]
- toc-entry-body: [128, 319, 2453, 330]
- toc-entry-title: Overview: [128, 474, 168, 485]
- toc-entry-title: Security Feature: [142, 232, 212, 243]
- toc-entry-number: 6.2.2: [108, 682, 129, 693]
- toc-entry[interactable]: [0, 420, 2542, 437]
- toc-entry[interactable]: [0, 143, 2427, 160]
- toc-entry-page: 90: [2460, 699, 2472, 710]
- toc-entry-title: Description of Hardware: [128, 250, 230, 260]
- toc-entry[interactable]: [0, 541, 2461, 558]
- toc-entry-page: 44: [2433, 647, 2444, 658]
- toc-entry-body: [142, 232, 2481, 243]
- toc-entry[interactable]: [0, 436, 2526, 454]
- toc-entry-page: 13: [2545, 180, 2556, 191]
- toc-entry[interactable]: [0, 627, 2437, 645]
- toc-entry-title: Introduction: [108, 146, 158, 157]
- toc-entry-number: 4.1: [87, 405, 101, 416]
- toc-entry-page: 36: [2565, 509, 2576, 520]
- toc-entry-title: Groups Administration: [142, 665, 236, 676]
- toc-entry-title: Overview: [128, 630, 168, 641]
- toc-entry[interactable]: [0, 593, 2506, 610]
- table-of-contents: [0, 91, 2576, 713]
- toc-dot-leader: . . . . . . . . . . . . . . . . . . . . . . . . . . . . . . . . . . . . . . . . . . . . . . . . . . . . . . . . . . . . . . . . . . . . . . . . . . . . . . . . . . . . . . . . . . . . . . . . . . . . . . . . . . . . . . . . . . . . . . . . . . . . . . . . . . . . . . . . . . . . . . . . . . . . . . . . . . . . . . . . . . . . . . . . . . . . . . . . . . . . . . . . . . . . . . . . . . . . . . . . . . . . . . . . . . . . . . . . . . . . . . . . . . . . . . . . . . . . . . . . . . . . . . . . . . . . . . . . . . . . . . . . . . . . . . . . . . . . . . . . . . . . . . . . . . . . . . . . . . . . . . . . . . . . . . . . . . . . . . . . . . . . . . . . . . . . . . . . . . . . . . . . . . . . . . . . . . . . . . . . . . . . . . . . . . . . . . . . . . . . . . . . . . . . . . . . . . . . . . . .: [233, 457, 2489, 468]
- toc-dot-leader: . . . . . . . . . . . . . . . . . . . . . . . . . . . . . . . . . . . . . . . . . . . . . . . . . . . . . . . . . . . . . . . . . . . . . . . . . . . . . . . . . . . . . . . . . . . . . . . . . . . . . . . . . . . . . . . . . . . . . . . . . . . . . . . . . . . . . . . . . . . . . . . . . . . . . . . . . . . . . . . . . . . . . . . . . . . . . . . . . . . . . . . . . . . . . . . . . . . . . . . . . . . . . . . . . . . . . . . . . . . . . . . . . . . . . . . . . . . . . . . . . . . . . . . . . . . . . . . . . . . . . . . . . . . . . . . . . . . . . . . . . . . . . . . . . . . . . . . . . . . . . . . . . . . . . . . . . . . . . . . . . . . . . . . . . . . . . . . . . . . . . . . . . . . . . . . . . . . . . . . . . . . . . . . . . . . . . . . . . . . . . . . . . . . . . . . . . . . . . . . .: [245, 163, 2501, 174]
- toc-entry-number: 2.2: [87, 250, 101, 260]
- toc-entry-number: 4: [77, 388, 83, 399]
- toc-entry-title: Features and Benefits: [128, 284, 221, 295]
- toc-dot-leader: . . . . . . . . . . . . . . . . . . . . . . . . . . . . . . . . . . . . . . . . . . . . . . . . . . . . . . . . . . . . . . . . . . . . . . . . . . . . . . . . . . . . . . . . . . . . . . . . . . . . . . . . . . . . . . . . . . . . . . . . . . . . . . . . . . . . . . . . . . . . . . . . . . . . . . . . . . . . . . . . . . . . . . . . . . . . . . . . . . . . . . . . . . . . . . . . . . . . . . . . . . . . . . . . . . . . . . . . . . . . . . . . . . . . . . . . . . . . . . . . . . . . . . . . . . . . . . . . . . . . . . . . . . . . . . . . . . . . . . . . . . . . . . . . . . . . . . . . . . . . . . . . . . . . . . . . . . . . . . . . . . . . . . . . . . . . . . . . . . . . . . . . . . . . . . . . . . . . . . . . . . . . . . . . . . . . . . . . . . . . . . . . . . . . . . . . . . . . . . . .: [176, 647, 2433, 658]
- toc-entry[interactable]: [0, 488, 2513, 506]
- toc-dot-leader: . . . . . . . . . . . . . . . . . . . . . . . . . . . . . . . . . . . . . . . . . . . . . . . . . . . . . . . . . . . . . . . . . . . . . . . . . . . . . . . . . . . . . . . . . . . . . . . . . . . . . . . . . . . . . . . . . . . . . . . . . . . . . . . . . . . . . . . . . . . . . . . . . . . . . . . . . . . . . . . . . . . . . . . . . . . . . . . . . . . . . . . . . . . . . . . . . . . . . . . . . . . . . . . . . . . . . . . . . . . . . . . . . . . . . . . . . . . . . . . . . . . . . . . . . . . . . . . . . . . . . . . . . . . . . . . . . . . . . . . . . . . . . . . . . . . . . . . . . . . . . . . . . . . . . . . . . . . . . . . . . . . . . . . . . . . . . . . . . . . . . . . . . . . . . . . . . . . . . . . . . . . . . . . . . . . . . . . . . . . . . . . . . . . . . . . . . . . . . . . .: [193, 543, 2449, 554]
- toc-entry-page: 39: [2468, 561, 2479, 572]
- toc-dot-leader: . . . . . . . . . . . . . . . . . . . . . . . . . . . . . . . . . . . . . . . . . . . . . . . . . . . . . . . . . . . . . . . . . . . . . . . . . . . . . . . . . . . . . . . . . . . . . . . . . . . . . . . . . . . . . . . . . . . . . . . . . . . . . . . . . . . . . . . . . . . . . . . . . . . . . . . . . . . . . . . . . . . . . . . . . . . . . . . . . . . . . . . . . . . . . . . . . . . . . . . . . . . . . . . . . . . . . . . . . . . . . . . . . . . . . . . . . . . . . . . . . . . . . . . . . . . . . . . . . . . . . . . . . . . . . . . . . . . . . . . . . . . . . . . . . . . . . . . . . . . . . . . . . . . . . . . . . . . . . . . . . . . . . . . . . . . . . . . . . . . . . . . . . . . . . . . . . . . . . . . . . . . . . . . . . . . . . . . . . . . . . . . . . . . . . . . . . . . . . . . .: [231, 682, 2487, 693]
- toc-entry[interactable]: [0, 108, 2499, 125]
- toc-entry-title: In Operation Code CLI: [142, 595, 238, 606]
- toc-entry-title: Panel Settings Menu: [142, 682, 230, 693]
- toc-entry-number: 6.2: [87, 647, 101, 658]
- toc-entry-body: [128, 163, 2513, 174]
- toc-entry-number: 5: [77, 457, 83, 468]
- toc-entry-number: 6.2.1: [108, 665, 129, 676]
- toc-dot-leader: . . . . . . . . . . . . . . . . . . . . . . . . . . . . . . . . . . . . . . . . . . . . . . . . . . . . . . . . . . . . . . . . . . . . . . . . . . . . . . . . . . . . . . . . . . . . . . . . . . . . . . . . . . . . . . . . . . . . . . . . . . . . . . . . . . . . . . . . . . . . . . . . . . . . . . . . . . . . . . . . . . . . . . . . . . . . . . . . . . . . . . . . . . . . . . . . . . . . . . . . . . . . . . . . . . . . . . . . . . . . . . . . . . . . . . . . . . . . . . . . . . . . . . . . . . . . . . . . . . . . . . . . . . . . . . . . . . . . . . . . . . . . . . . . . . . . . . . . . . . . . . . . . . . . . . . . . . . . . . . . . . . . . . . . . . . . . . . . . . . . . . . . . . . . . . . . . . . . . . . . . . . . . . . . . . . . . . . . . . . . . . . . . . . . . . . . . . . . . . . .: [207, 371, 2464, 382]
- toc-entry-page: 29: [2464, 371, 2475, 382]
- toc-entry-title: Software Download: [128, 561, 211, 572]
- toc-entry-page: 30: [2540, 405, 2551, 416]
- toc-entry-title: Start up and Configuration the IBP Module: [128, 509, 307, 520]
- toc-entry-number: 2.1.3: [108, 215, 129, 226]
- toc-entry[interactable]: [0, 575, 2528, 593]
- toc-entry-number: 2.3: [87, 284, 101, 295]
- toc-entry[interactable]: [0, 679, 2499, 696]
- toc-entry-page: 9: [2487, 128, 2493, 139]
- toc-entry-title: Connecting the IBP Module: [128, 491, 244, 502]
- toc-dot-leader: . . . . . . . . . . . . . . . . . . . . . . . . . . . . . . . . . . . . . . . . . . . . . . . . . . . . . . . . . . . . . . . . . . . . . . . . . . . . . . . . . . . . . . . . . . . . . . . . . . . . . . . . . . . . . . . . . . . . . . . . . . . . . . . . . . . . . . . . . . . . . . . . . . . . . . . . . . . . . . . . . . . . . . . . . . . . . . . . . . . . . . . . . . . . . . . . . . . . . . . . . . . . . . . . . . . . . . . . . . . . . . . . . . . . . . . . . . . . . . . . . . . . . . . . . . . . . . . . . . . . . . . . . . . . . . . . . . . . . . . . . . . . . . . . . . . . . . . . . . . . . . . . . . . . . . . . . . . . . . . . . . . . . . . . . . . . . . . . . . . . . . . . . . . . . . . . . . . . . . . . . . . . . . . . . . . . . . . . . . . . . . . . . . . . . . . . . . . . . . . .: [158, 146, 2415, 157]
- toc-entry-number: 5.6.2: [108, 595, 129, 606]
- page-number: 4: [66, 738, 72, 748]
- toc-entry-page: 19: [2488, 250, 2499, 260]
- toc-dot-leader: . . . . . . . . . . . . . . . . . . . . . . . . . . . . . . . . . . . . . . . . . . . . . . . . . . . . . . . . . . . . . . . . . . . . . . . . . . . . . . . . . . . . . . . . . . . . . . . . . . . . . . . . . . . . . . . . . . . . . . . . . . . . . . . . . . . . . . . . . . . . . . . . . . . . . . . . . . . . . . . . . . . . . . . . . . . . . . . . . . . . . . . . . . . . . . . . . . . . . . . . . . . . . . . . . . . . . . . . . . . . . . . . . . . . . . . . . . . . . . . . . . . . . . . . . . . . . . . . . . . . . . . . . . . . . . . . . . . . . . . . . . . . . . . . . . . . . . . . . . . . . . . . . . . . . . . . . . . . . . . . . . . . . . . . . . . . . . . . . . . . . . . . . . . . . . . . . . . . . . . . . . . . . . . . . . . . . . . . . . . . . . . . . . . . . . . . . . . . . . . .: [236, 665, 2493, 676]
- toc-entry-body: [128, 526, 2500, 537]
- toc-dot-leader: . . . . . . . . . . . . . . . . . . . . . . . . . . . . . . . . . . . . . . . . . . . . . . . . . . . . . . . . . . . . . . . . . . . . . . . . . . . . . . . . . . . . . . . . . . . . . . . . . . . . . . . . . . . . . . . . . . . . . . . . . . . . . . . . . . . . . . . . . . . . . . . . . . . . . . . . . . . . . . . . . . . . . . . . . . . . . . . . . . . . . . . . . . . . . . . . . . . . . . . . . . . . . . . . . . . . . . . . . . . . . . . . . . . . . . . . . . . . . . . . . . . . . . . . . . . . . . . . . . . . . . . . . . . . . . . . . . . . . . . . . . . . . . . . . . . . . . . . . . . . . . . . . . . . . . . . . . . . . . . . . . . . . . . . . . . . . . . . . . . . . . . . . . . . . . . . . . . . . . . . . . . . . . . . . . . . . . . . . . . . . . . . . . . . . . . . . . . . . . . .: [238, 595, 2494, 606]
- toc-entry-title: Layer 2 Features: [142, 198, 214, 209]
